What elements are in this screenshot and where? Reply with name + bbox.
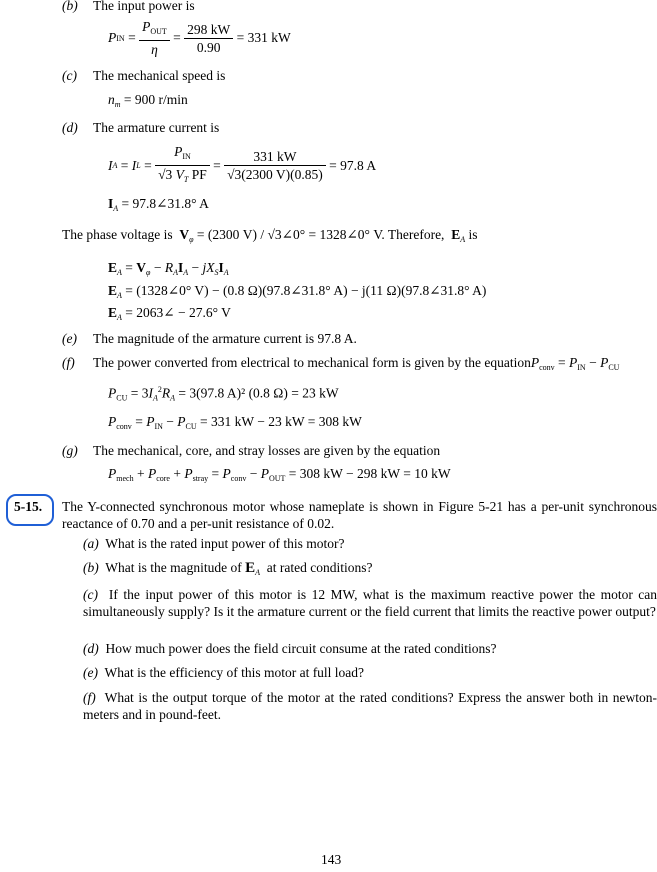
input-power-equation: P IN = $\frac{P_{OUT}}{\eta}$ = $\frac{298 kW}{0.90}$ = 331 kW [108,19,291,57]
part-d-text: The armature current is [93,120,220,135]
ea-equation-1: $E_A = V_\varphi - R_AI_A - jX_SI_A$ [108,260,229,277]
part-d-label: (d) [62,120,78,135]
part-g-label: (g) [62,443,78,458]
question-a: (a) What is the rated input power of this motor? [83,536,345,551]
problem-intro: The Y-connected synchronous motor whose nameplate is shown in Figure 5-21 has a per-unit synchronous reactance of 0.70 and a per-unit resistance of 0.02. [62,499,657,531]
question-d: (d) How much power does the field circuit consume at the rated conditions? [83,641,497,656]
question-f: (f) What is the output torque of the motor at the rated conditions? Express the answer both in newton-meters and in pound-feet. [83,690,657,722]
problem-number: 5-15. [14,499,43,514]
speed-equation: $n_m = 900$ r/min [108,92,188,109]
part-c-text: The mechanical speed is [93,68,226,83]
part-b-label: (b) [62,0,78,13]
ea-equation-3: $E_A$ = 2063∠ − 27.6° V [108,305,231,322]
part-e-label: (e) [62,331,77,346]
part-c-label: (c) [62,68,77,83]
phase-voltage-line: The phase voltage is $V_\varphi = (2300$ V) / √3∠0° = 1328∠0° V. Therefore, $E_A$ is [62,227,478,244]
losses-equation: $P_{mech} + P_{core} + P_{stray} = P_{conv} - P_{OUT} = 308$ kW − 298 kW = 10 kW [108,466,451,483]
page-number: 143 [321,852,342,867]
pcu-equation: $P_{CU} = 3I_A^2R_A = 3(97.8$ A)² (0.8 Ω) = 23 kW [108,385,339,403]
question-c: (c) If the input power of this motor is 12 MW, what is the maximum reactive power the motor can simultaneously supply? Is it the armature current or the field current that limits the reactive power output? [83,587,657,619]
part-e-text: The magnitude of the armature current is 97.8 A. [93,331,357,346]
part-b-text: The input power is [93,0,195,13]
question-e: (e) What is the efficiency of this motor at full load? [83,665,365,680]
part-f-text: The power converted from electrical to mechanical form is given by the equationP$_{conv}$ = $P_{IN} - P_{CU}$ [93,355,620,372]
armature-current-equation: I A = I L = $\frac{P_{IN}}{√3 V_T PF}$ = $\frac{331 kW}{√3(2300 V)(0.85)}$ = 97.8 A [108,144,377,184]
part-g-text: The mechanical, core, and stray losses are given by the equation [93,443,441,458]
armature-phasor-equation: $I_A$ = 97.8∠31.8° A [108,196,209,213]
pconv-equation: $P_{conv} = P_{IN} - P_{CU} = 331$ kW − 23 kW = 308 kW [108,414,362,431]
ea-equation-2: $E_A$ = (1328∠0° V) − (0.8 Ω)(97.8∠31.8° A) − j(11 Ω)(97.8∠31.8° A) [108,283,487,300]
part-f-label: (f) [62,355,75,370]
question-b: (b) What is the magnitude of $E_A$ at rated conditions? [83,560,373,577]
